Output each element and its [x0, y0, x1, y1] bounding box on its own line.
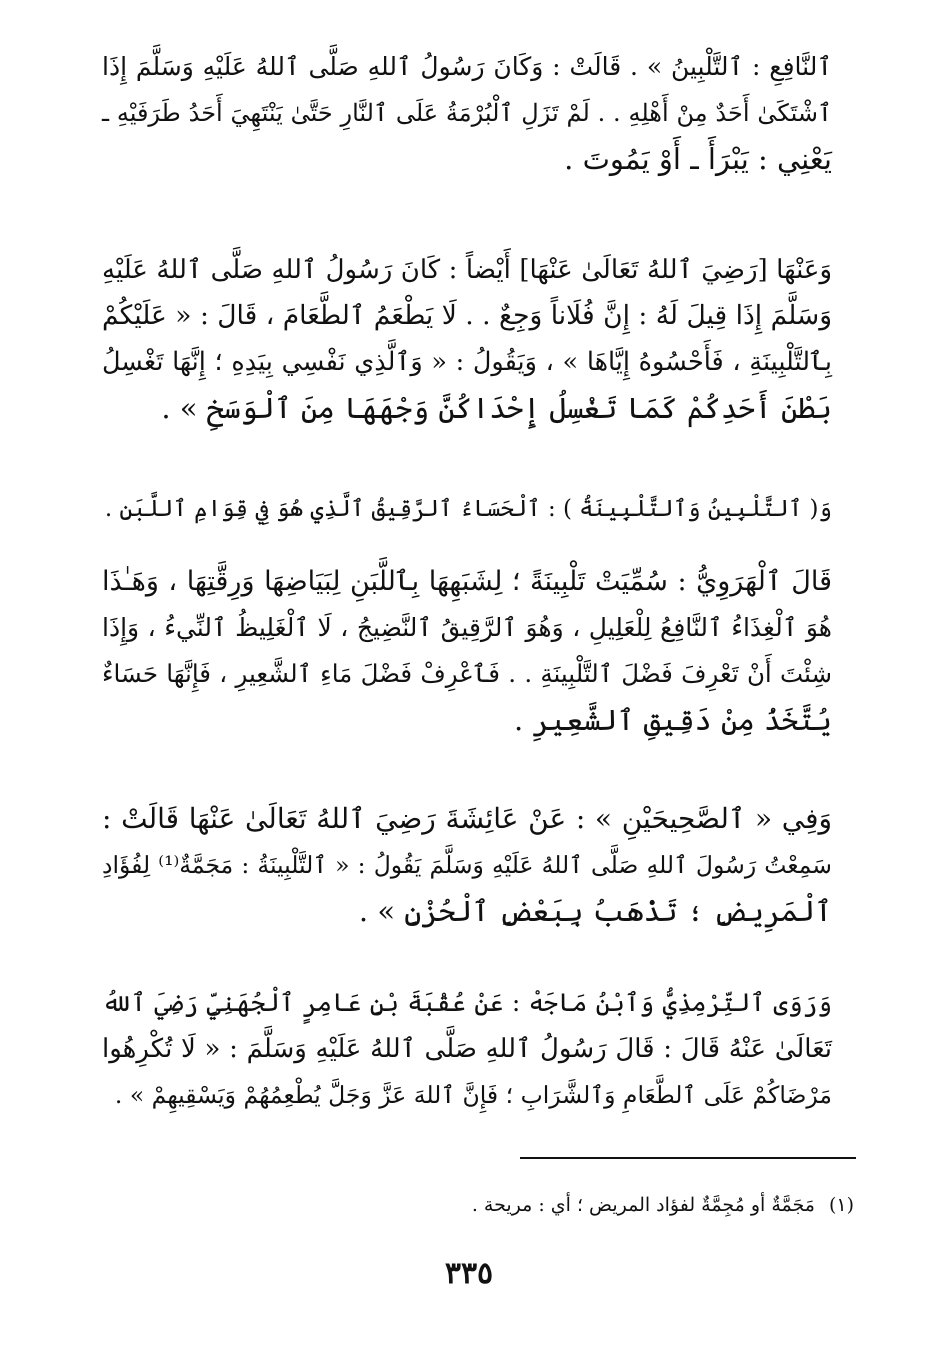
paragraph-2: [102, 247, 832, 431]
text-line: بَطْنَ أَحَدِكُمْ كَمَا تَغْسِلُ إِحْدَاكُنَّ وَجْهَهَا مِنَ ٱلْوَسَخِ » .: [161, 391, 832, 425]
paragraph-3: [102, 486, 832, 532]
text-line: وَرَوَى ٱلتِّرْمِذِيُّ وَٱبْنُ مَاجَهْ : عَنْ عُقْبَةَ بْنِ عَامِرٍ ٱلْجُهَنِيِّ رَضِيَ ٱللهُ: [102, 988, 832, 1017]
text-line: وَ( ٱلتَّلْبِينُ وَٱلتَّلْبِينَةُ ) : ٱلْحَسَاءُ ٱلرَّقِيقُ ٱلَّذِي هُوَ فِي قِوَامِ ٱللَّبَنِ .: [104, 496, 832, 522]
text-line: يَعْنِي : يَبْرَأَ ـ أَوْ يَمُوتَ .: [564, 142, 832, 176]
footnote: [472, 1192, 854, 1218]
text-line: يُتَّخَذُ مِنْ دَقِيقِ ٱلشَّعِيرِ .: [514, 703, 832, 737]
paragraph-5: [102, 796, 832, 934]
text-line: مَرْضَاكُمْ عَلَى ٱلطَّعَامِ وَٱلشَّرَابِ ؛ فَإِنَّ ٱللهَ عَزَّ وَجَلَّ يُطْعِمُهُمْ وَيَسْقِيهِمْ » .: [114, 1081, 832, 1109]
text-line: تَعَالَىٰ عَنْهُ قَالَ : قَالَ رَسُولُ ٱللهِ صَلَّى ٱللهُ عَلَيْهِ وَسَلَّمَ : « لَا تُكْرِهُوا: [102, 1034, 832, 1064]
text-line: ٱشْتَكَىٰ أَحَدٌ مِنْ أَهْلِهِ . . لَمْ تَزَلِ ٱلْبُرْمَةُ عَلَى ٱلنَّارِ حَتَّىٰ يَنْتَهِيَ أَحَدُ طَرَفَيْهِ ـ: [102, 99, 832, 127]
text-line: ٱلْمَرِيضِ ؛ تَذْهَبُ بِبَعْضِ ٱلْحُزْنِ » .: [358, 894, 832, 928]
text-line: وَفِي « ٱلصَّحِيحَيْنِ » : عَنْ عَائِشَةَ رَضِيَ ٱللهُ تَعَالَىٰ عَنْهَا قَالَتْ :: [102, 802, 832, 835]
text-line: شِئْتَ أَنْ تَعْرِفَ فَضْلَ ٱلتَّلْبِينَةِ . . فَٱعْرِفْ فَضْلَ مَاءِ ٱلشَّعِيرِ ، فَإِنَّهَا حَسَاءٌ: [102, 659, 832, 688]
paragraph-6: [102, 980, 832, 1118]
footnote-marker: (١): [828, 1194, 854, 1216]
text-line: سَمِعْتُ رَسُولَ ٱللهِ صَلَّى ٱللهُ عَلَيْهِ وَسَلَّمَ يَقُولُ : « ٱلتَّلْبِينَةُ : مَجَمَّةٌ⁽¹⁾ لِفُؤَادِ: [102, 851, 832, 879]
footnote-divider: [520, 1157, 856, 1159]
text-line: بِٱلتَّلْبِينَةِ ، فَأَحْسُوهُ إِيَّاهَا » ، وَيَقُولُ : « وَٱلَّذِي نَفْسِي بِيَدِهِ ؛ إِنَّهَا تَغْسِلُ: [102, 347, 832, 377]
text-line: هُوَ ٱلْغِذَاءُ ٱلنَّافِعُ لِلْعَلِيلِ ، وَهُوَ ٱلرَّقِيقُ ٱلنَّضِيجُ ، لَا ٱلْغَلِيظُ ٱلنِّيءُ ، وَإِذَا: [102, 613, 832, 642]
text-line: قَالَ ٱلْهَرَوِيُّ : سُمِّيَتْ تَلْبِينَةً ؛ لِشَبَهِهَا بِٱللَّبَنِ لِبَيَاضِهَا وَرِقَّتِهَا ، وَهَـٰذَا: [102, 566, 832, 597]
footnote-text: مَجَمَّةٌ أو مُجِمَّةٌ لفؤاد المريض ؛ أي : مريحة .: [471, 1194, 815, 1216]
paragraph-4: [102, 559, 832, 743]
text-line: ٱلنَّافِعِ : ٱلتَّلْبِينُ » . قَالَتْ : وَكَانَ رَسُولُ ٱللهِ صَلَّى ٱللهُ عَلَيْهِ وَسَلَّمَ إِذَا: [102, 52, 832, 81]
text-line: وَعَنْهَا [رَضِيَ ٱللهُ تَعَالَىٰ عَنْهَا] أَيْضاً : كَانَ رَسُولُ ٱللهِ صَلَّى ٱللهُ عَلَيْهِ: [102, 255, 832, 285]
paragraph-1: [102, 44, 832, 182]
text-line: وَسَلَّمَ إِذَا قِيلَ لَهُ : إِنَّ فُلَاناً وَجِعٌ . . لَا يَطْعَمُ ٱلطَّعَامَ ، قَالَ : « عَلَيْكُمْ: [102, 300, 832, 331]
page-number: ٣٣٥: [444, 1256, 494, 1291]
